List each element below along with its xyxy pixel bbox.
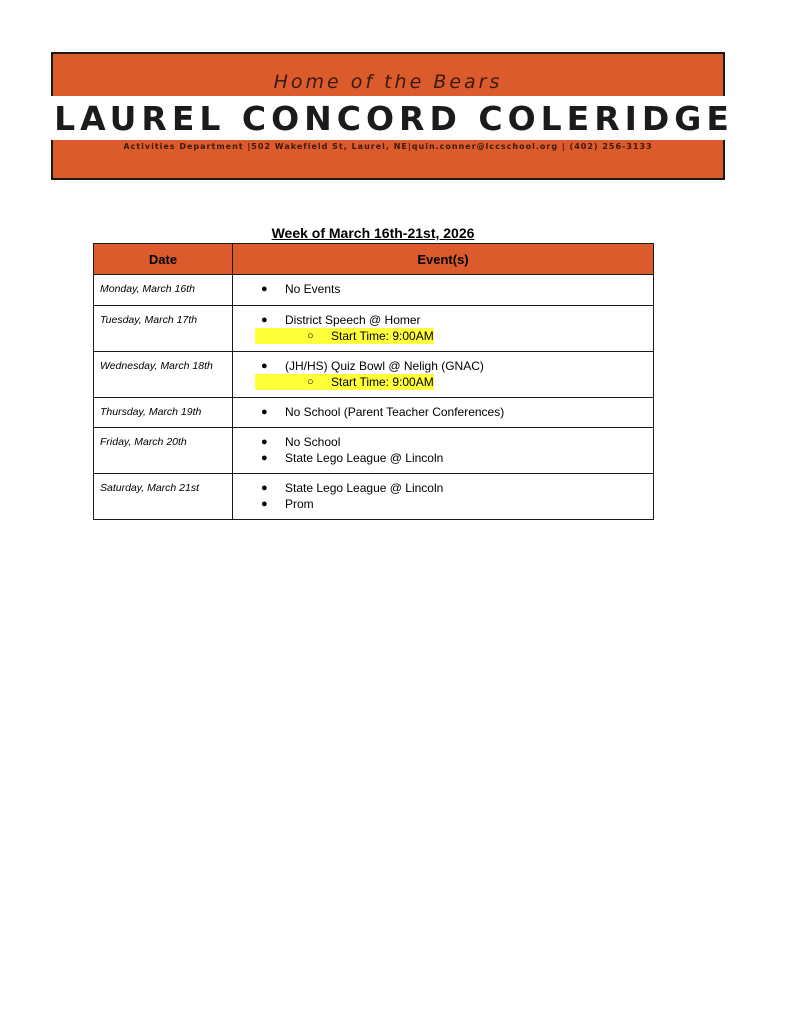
list-item xyxy=(261,312,653,328)
bullet-icon: ● xyxy=(261,360,268,372)
bullet-icon: ● xyxy=(261,498,268,510)
event-list xyxy=(233,398,654,428)
event-date: Thursday, March 19th xyxy=(94,398,233,428)
bullet-icon: ● xyxy=(261,452,268,464)
list-item xyxy=(261,404,653,420)
column-header-date: Date xyxy=(94,244,233,275)
bullet-icon: ● xyxy=(261,436,268,448)
hollow-bullet-icon: ○ xyxy=(307,376,314,388)
event-text: No Events xyxy=(285,282,341,296)
start-time-highlight: Start Time: 9:00AM xyxy=(255,374,434,390)
sub-list-item xyxy=(261,328,653,344)
list-item xyxy=(261,496,653,512)
contact-info: Activities Department |502 Wakefield St, Laurel, NE|quin.conner@lccschool.org | (402) 256-3133 xyxy=(123,142,653,151)
column-header-events: Event(s) xyxy=(233,244,654,275)
list-item xyxy=(261,480,653,496)
table-row xyxy=(94,275,654,306)
list-item xyxy=(261,281,653,297)
list-item xyxy=(261,434,653,450)
event-date: Friday, March 20th xyxy=(94,428,233,474)
event-text: Prom xyxy=(285,497,314,511)
list-item xyxy=(261,450,653,466)
event-text: District Speech @ Homer xyxy=(285,313,421,327)
events-table xyxy=(93,243,654,520)
event-text: No School xyxy=(285,435,341,449)
table-row xyxy=(94,306,654,352)
bullet-icon: ● xyxy=(261,283,268,295)
list-item xyxy=(261,358,653,374)
table-row xyxy=(94,428,654,474)
event-list xyxy=(233,352,654,398)
bullet-icon: ● xyxy=(261,406,268,418)
table-row xyxy=(94,352,654,398)
tagline: Home of the Bears xyxy=(273,71,503,93)
event-date: Tuesday, March 17th xyxy=(94,306,233,352)
event-text: State Lego League @ Lincoln xyxy=(285,481,444,495)
sub-list-item xyxy=(261,374,653,390)
event-date: Monday, March 16th xyxy=(94,275,233,306)
hollow-bullet-icon: ○ xyxy=(307,330,314,342)
event-date: Wednesday, March 18th xyxy=(94,352,233,398)
event-list xyxy=(233,474,654,520)
start-time-highlight: Start Time: 9:00AM xyxy=(255,328,434,344)
week-title: Week of March 16th-21st, 2026 xyxy=(271,225,475,241)
event-text: State Lego League @ Lincoln xyxy=(285,451,444,465)
table-row xyxy=(94,398,654,428)
school-name: LAUREL CONCORD COLERIDGE xyxy=(54,98,734,138)
bullet-icon: ● xyxy=(261,482,268,494)
bullet-icon: ● xyxy=(261,314,268,326)
table-header-row xyxy=(94,244,654,275)
event-date: Saturday, March 21st xyxy=(94,474,233,520)
event-text: No School (Parent Teacher Conferences) xyxy=(285,405,505,419)
event-text: (JH/HS) Quiz Bowl @ Neligh (GNAC) xyxy=(285,359,484,373)
event-list xyxy=(233,428,654,474)
table-row xyxy=(94,474,654,520)
table-body xyxy=(94,275,654,520)
event-list xyxy=(233,275,654,306)
event-list xyxy=(233,306,654,352)
